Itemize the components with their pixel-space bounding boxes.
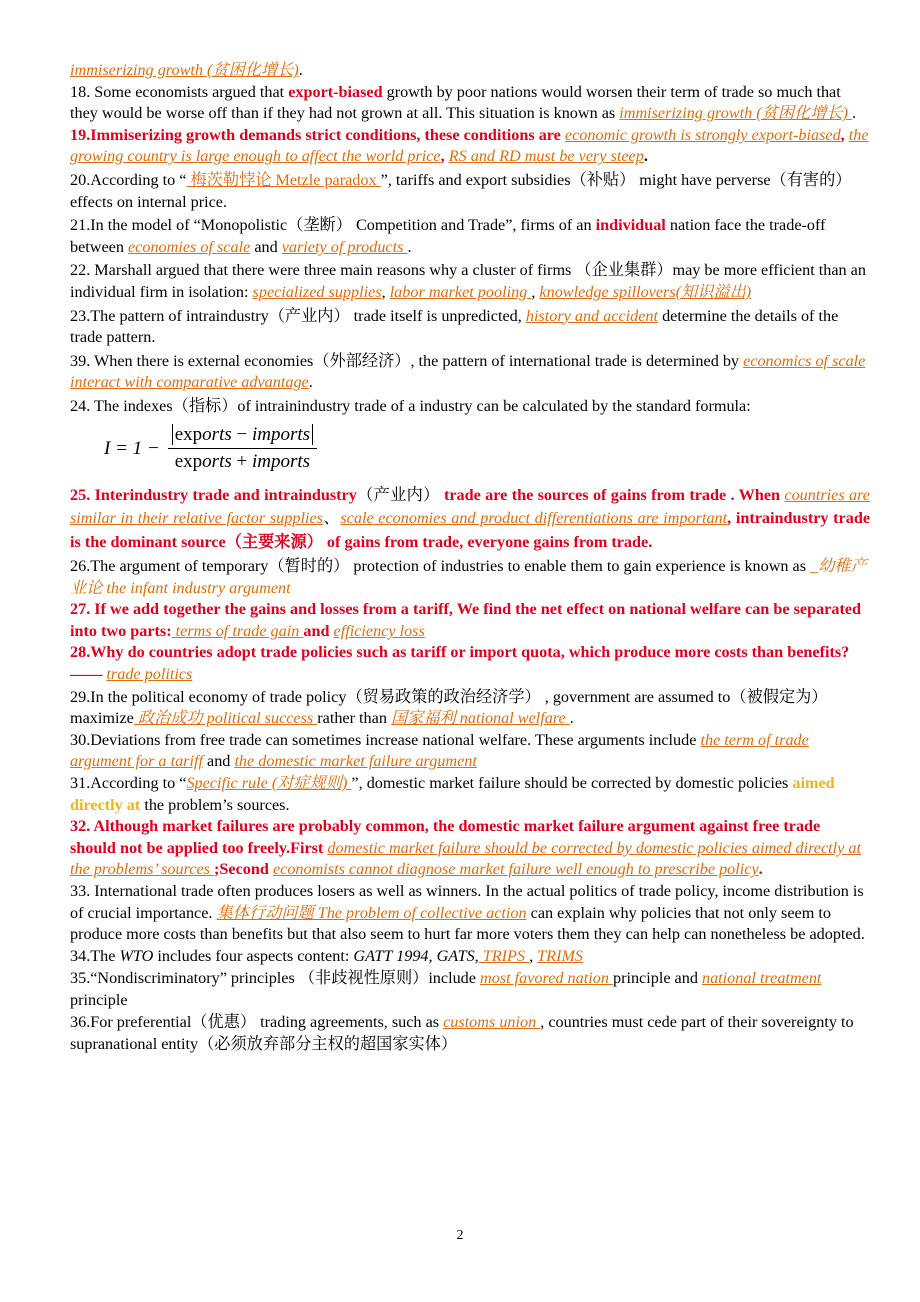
question-34: 34.The WTO includes four aspects content: GATT 1994, GATS, TRIPS , TRIMS	[70, 946, 584, 965]
intraindustry-index-formula	[104, 420, 870, 478]
answer: 国家福利 national welfare	[390, 709, 570, 728]
question-19: 19.Immiserizing growth demands strict conditions, these conditions are economic growth is strongly export-biased, the growing country is large enough to affect the world price, RS and RD must be very steep.	[70, 125, 869, 166]
answer: 政治成功 political success	[133, 709, 318, 728]
question-24: 24. The indexes（指标）of intrainindustry trade of a industry can be calculated by the standard formula:	[70, 396, 751, 415]
answer: knowledge spillovers(知识溢出)	[539, 282, 752, 301]
answer: variety of products	[281, 237, 408, 256]
question-35: 35.“Nondiscriminatory” principles （非歧视性原则）include most favored nation principle and national treatment principle	[70, 969, 822, 1009]
question-23: 23.The pattern of intraindustry（产业内） trade itself is unpredicted, history and accident determine the details of the trade pattern.	[70, 306, 839, 347]
answer: trade politics	[106, 664, 193, 683]
question-28: 28.Why do countries adopt trade policies such as tariff or import quota, which produce more costs than benefits?—— trade politics	[70, 643, 850, 683]
answer: most favored nation	[480, 969, 613, 988]
answer: efficiency loss	[333, 621, 425, 640]
answer: economists cannot diagnose market failure well enough to prescribe policy	[272, 860, 759, 879]
answer: RS and RD must be very steep	[448, 147, 644, 166]
answer: TRIPS	[478, 946, 530, 965]
formula-fraction	[168, 424, 317, 472]
answer: customs union	[443, 1013, 541, 1032]
answer: the growing country is large enough to affect the world price	[70, 125, 869, 166]
answer: _幼稚产业论 the infant industry argument	[70, 557, 867, 597]
question-26: 26.The argument of temporary（暂时的） protection of industries to enable them to gain experience is known as _幼稚产业论 the infant industry argument	[70, 557, 867, 597]
answer: national treatment	[701, 969, 822, 988]
question-18: 18. Some economists argued that export-biased growth by poor nations would worsen their term of trade so much that they would be worse off than if they had not grown at all. This situation is known as immiserizing growth (贫困化增长) .	[70, 82, 857, 123]
question-21: 21.In the model of “Monopolistic（垄断） Competition and Trade”, firms of an individual nation face the trade-off between economies of scale and variety of products .	[70, 216, 826, 256]
answer: 梅茨勒悖论 Metzle paradox	[186, 170, 381, 189]
document-body	[70, 60, 870, 1056]
answer: TRIMS	[537, 946, 584, 965]
formula-numerator: exports − imports	[168, 424, 317, 449]
question-30: 30.Deviations from free trade can sometimes increase national welfare. These arguments include the term of trade argument for a tariff and the domestic market failure argument	[70, 730, 809, 771]
answer: domestic market failure should be corrected by domestic policies aimed directly at the problems’ sources	[70, 838, 861, 879]
answer: specialized supplies	[252, 282, 382, 301]
answer: economic growth is strongly export-biased	[564, 125, 841, 144]
answer: 集体行动问题 The problem of collective action	[216, 903, 527, 922]
question-33: 33. International trade often produces losers as well as winners. In the actual politics of trade policy, income distribution is of crucial importance. 集体行动问题 The problem of collective action can explain why policies that not only seem to produce more costs than benefits but that also seem to hurt far more voters them they can help can nonetheless be adopted.	[70, 881, 865, 944]
question-25: 25. Interindustry trade and intraindustry（产业内） trade are the sources of gains from trade . When countries are similar in their relative factor supplies、scale economies and product differentiations are important, intraindustry trade is the dominant source（主要来源） of gains from trade, everyone gains from trade.	[70, 485, 871, 551]
page-number: 2	[456, 1228, 464, 1243]
answer: labor market pooling	[389, 282, 532, 301]
formula-denominator: exports + imports	[174, 451, 311, 472]
answer: immiserizing growth (贫困化增长)	[619, 104, 853, 123]
question-20: 20.According to “ 梅茨勒悖论 Metzle paradox ”, tariffs and export subsidies（补贴） might have perverse（有害的） effects on internal price.	[70, 170, 852, 211]
question-29: 29.In the political economy of trade policy（贸易政策的政治经济学） , government are assumed to（被假定为）maximize 政治成功 political success rather than 国家福利 national welfare .	[70, 687, 828, 728]
answer: immiserizing growth (贫困化增长)	[70, 61, 299, 79]
question-39: 39. When there is external economies（外部经济）, the pattern of international trade is determined by economics of scale interact with comparative advantage.	[70, 351, 866, 392]
answer: economics of scale interact with comparative advantage	[70, 351, 866, 392]
question-36: 36.For preferential（优惠） trading agreements, such as customs union , countries must cede part of their sovereignty to supranational entity（必须放弃部分主权的超国家实体）	[70, 1013, 854, 1054]
question-31: 31.According to “Specific rule (对症规则) ”, domestic market failure should be corrected by domestic policies aimed directly at the problem’s sources.	[70, 773, 835, 814]
answer: countries are similar in their relative factor supplies	[70, 485, 870, 527]
formula-lhs: I = 1 −	[104, 437, 160, 459]
answer: terms of trade gain	[171, 621, 304, 640]
question-27: 27. If we add together the gains and losses from a tariff, We find the net effect on national welfare can be separated into two parts: terms of trade gain and efficiency loss	[70, 600, 862, 640]
question-22: 22. Marshall argued that there were three main reasons why a cluster of firms （企业集群）may be more efficient than an individual firm in isolation: specialized supplies, labor market pooling , knowledge spillovers(知识溢出)	[70, 261, 866, 301]
q17-tail: immiserizing growth (贫困化增长).	[70, 61, 303, 79]
answer: Specific rule (对症规则)	[186, 773, 352, 792]
answer: scale economies and product differentiations are important	[340, 509, 728, 527]
answer: history and accident	[525, 306, 659, 325]
question-32: 32. Although market failures are probably common, the domestic market failure argument against free trade should not be applied too freely.First domestic market failure should be corrected by domestic policies aimed directly at the problems’ sources ;Second economists cannot diagnose market failure well enough to prescribe policy.	[70, 817, 861, 879]
answer: the domestic market failure argument	[234, 752, 477, 771]
answer: the term of trade argument for a tariff	[70, 730, 809, 771]
answer: economies of scale	[127, 237, 251, 256]
